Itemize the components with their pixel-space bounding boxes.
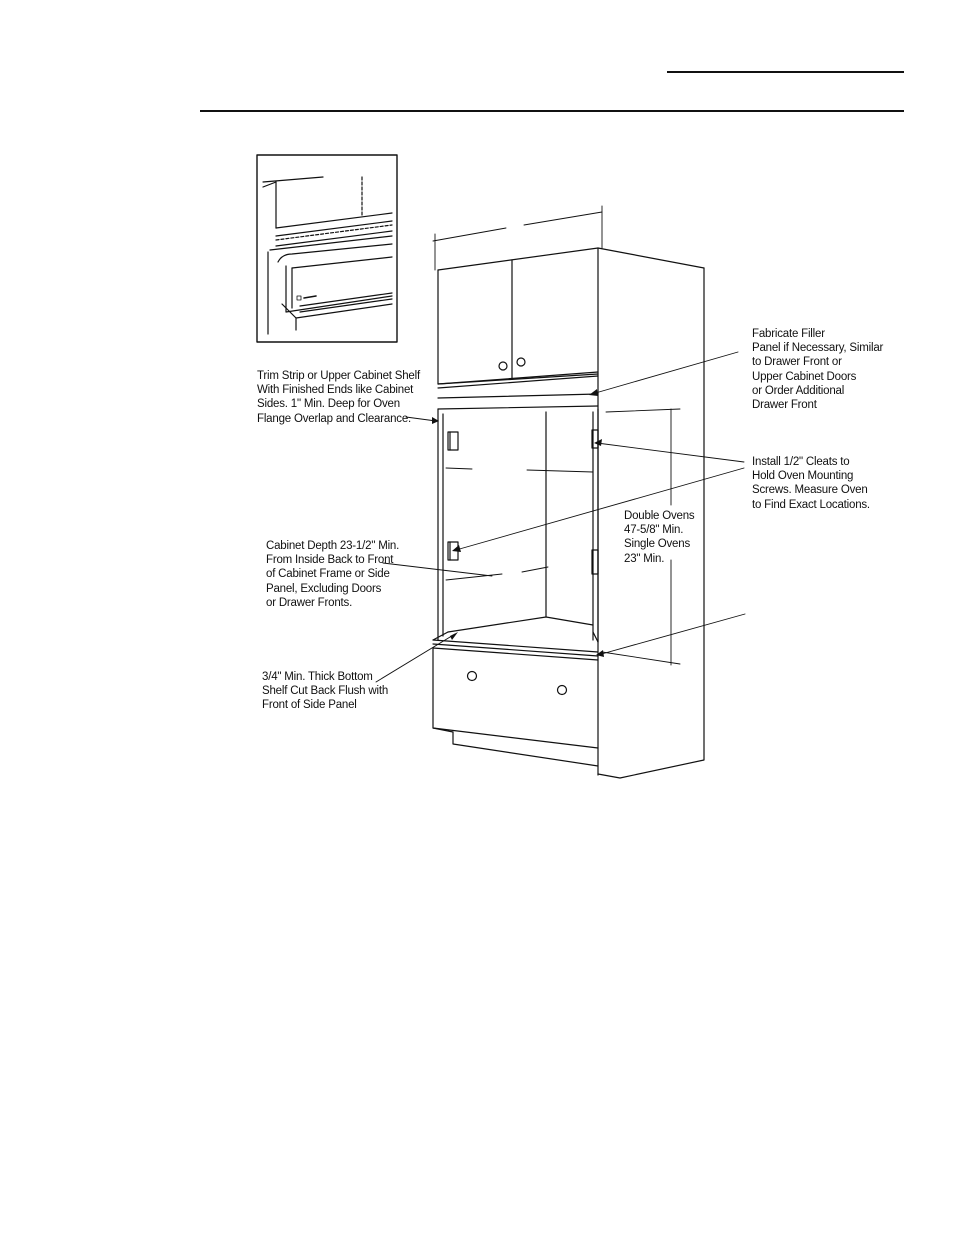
top-depth-dimension	[433, 206, 602, 270]
inset-detail-view	[257, 155, 397, 342]
arrowheads	[432, 389, 604, 657]
label-bottom-shelf: 3/4" Min. Thick Bottom Shelf Cut Back Flush with Front of Side Panel	[262, 671, 389, 712]
label-filler-panel: Fabricate Filler Panel if Necessary, Similar to Drawer Front or Upper Cabinet Doors or Order Additional Drawer Front	[752, 328, 884, 412]
label-cabinet-depth: Cabinet Depth 23-1/2" Min. From Inside Back to Front of Cabinet Frame or Side Panel, Excluding Doors or Drawer Fronts.	[266, 540, 400, 609]
mounting-cleats	[448, 430, 598, 574]
label-oven-height: Double Ovens 47-5/8" Min. Single Ovens 23" Min.	[624, 510, 695, 565]
label-cleats: Install 1/2" Cleats to Hold Oven Mounting Screws. Measure Oven to Find Exact Locations.	[752, 456, 870, 511]
interior-dimension-marks	[446, 468, 593, 580]
label-trim-strip: Trim Strip or Upper Cabinet Shelf With Finished Ends like Cabinet Sides. 1" Min. Deep for Oven Flange Overlap and Clearance.	[257, 370, 420, 425]
